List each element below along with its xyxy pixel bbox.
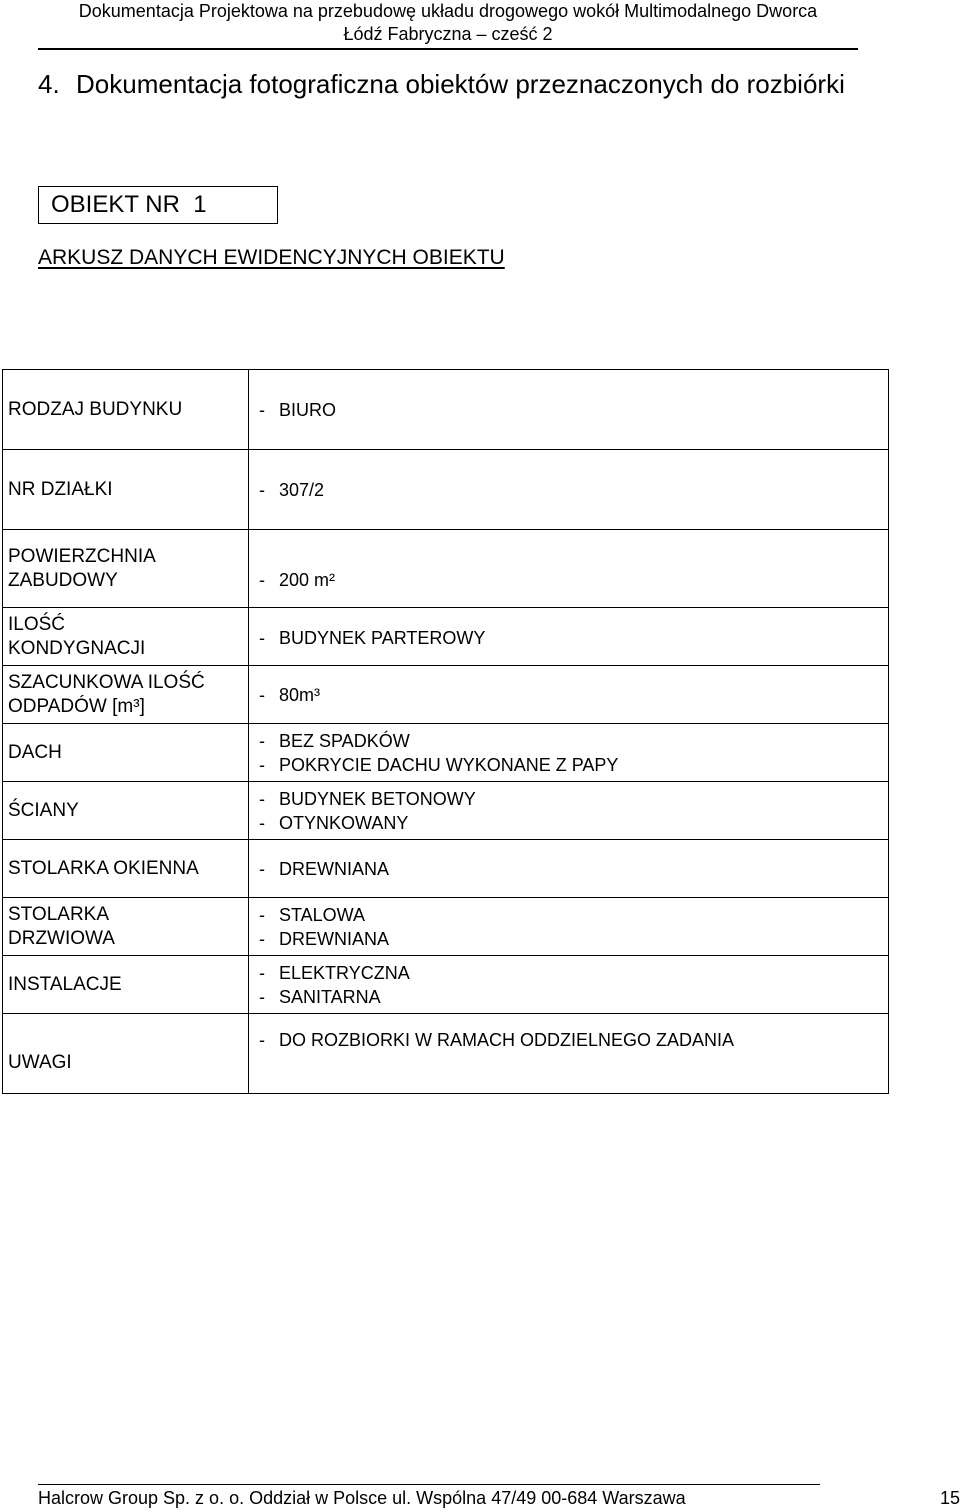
document-header <box>38 0 858 50</box>
table-row <box>3 370 889 450</box>
table-row <box>3 530 889 608</box>
footer-text: Halcrow Group Sp. z o. o. Oddział w Polsce ul. Wspólna 47/49 00-684 Warszawa <box>38 1488 686 1508</box>
row-label: UWAGI <box>3 1014 249 1094</box>
row-value: - 200 m² <box>249 530 889 608</box>
row-label: SZACUNKOWA ILOŚĆ ODPADÓW [m³] <box>3 666 249 724</box>
table-row <box>3 450 889 530</box>
table-row <box>3 956 889 1014</box>
table-row <box>3 608 889 666</box>
row-value: - 80m³ <box>249 666 889 724</box>
table-row <box>3 666 889 724</box>
row-value: - BIURO <box>249 370 889 450</box>
row-value: - BEZ SPADKÓW - POKRYCIE DACHU WYKONANE Z PAPY <box>249 724 889 782</box>
row-label: POWIERZCHNIA ZABUDOWY <box>3 530 249 608</box>
row-label: DACH <box>3 724 249 782</box>
row-value: - 307/2 <box>249 450 889 530</box>
table-row <box>3 782 889 840</box>
row-label: STOLARKA OKIENNA <box>3 840 249 898</box>
object-number-box <box>38 186 278 224</box>
row-label: INSTALACJE <box>3 956 249 1014</box>
object-data-table <box>2 369 889 1094</box>
header-line-1: Dokumentacja Projektowa na przebudowę układu drogowego wokół Multimodalnego Dworca <box>78 1 818 21</box>
table-row <box>3 724 889 782</box>
row-value: - DO ROZBIORKI W RAMACH ODDZIELNEGO ZADANIA <box>249 1014 889 1094</box>
row-label: NR DZIAŁKI <box>3 450 249 530</box>
section-number: 4. <box>38 69 60 99</box>
table-row <box>3 840 889 898</box>
row-value: - BUDYNEK PARTEROWY <box>249 608 889 666</box>
row-value: - ELEKTRYCZNA - SANITARNA <box>249 956 889 1014</box>
row-value: - DREWNIANA <box>249 840 889 898</box>
object-number-label: OBIEKT NR 1 <box>51 191 207 218</box>
section-heading <box>38 68 858 100</box>
row-value: - BUDYNEK BETONOWY - OTYNKOWANY <box>249 782 889 840</box>
footer-rule <box>38 1484 820 1485</box>
header-line-2: Łódź Fabryczna – cześć 2 <box>343 24 553 44</box>
page-number: 15 <box>939 1488 960 1508</box>
section-title: Dokumentacja fotograficzna obiektów przeznaczonych do rozbiórki <box>76 69 845 99</box>
row-label: ILOŚĆ KONDYGNACJI <box>3 608 249 666</box>
row-label: STOLARKA DRZWIOWA <box>3 898 249 956</box>
sheet-title: ARKUSZ DANYCH EWIDENCYJNYCH OBIEKTU <box>38 246 505 269</box>
row-label: RODZAJ BUDYNKU <box>3 370 249 450</box>
row-label: ŚCIANY <box>3 782 249 840</box>
table-row <box>3 1014 889 1094</box>
row-value: - STALOWA - DREWNIANA <box>249 898 889 956</box>
document-footer <box>38 1486 960 1510</box>
table-row <box>3 898 889 956</box>
